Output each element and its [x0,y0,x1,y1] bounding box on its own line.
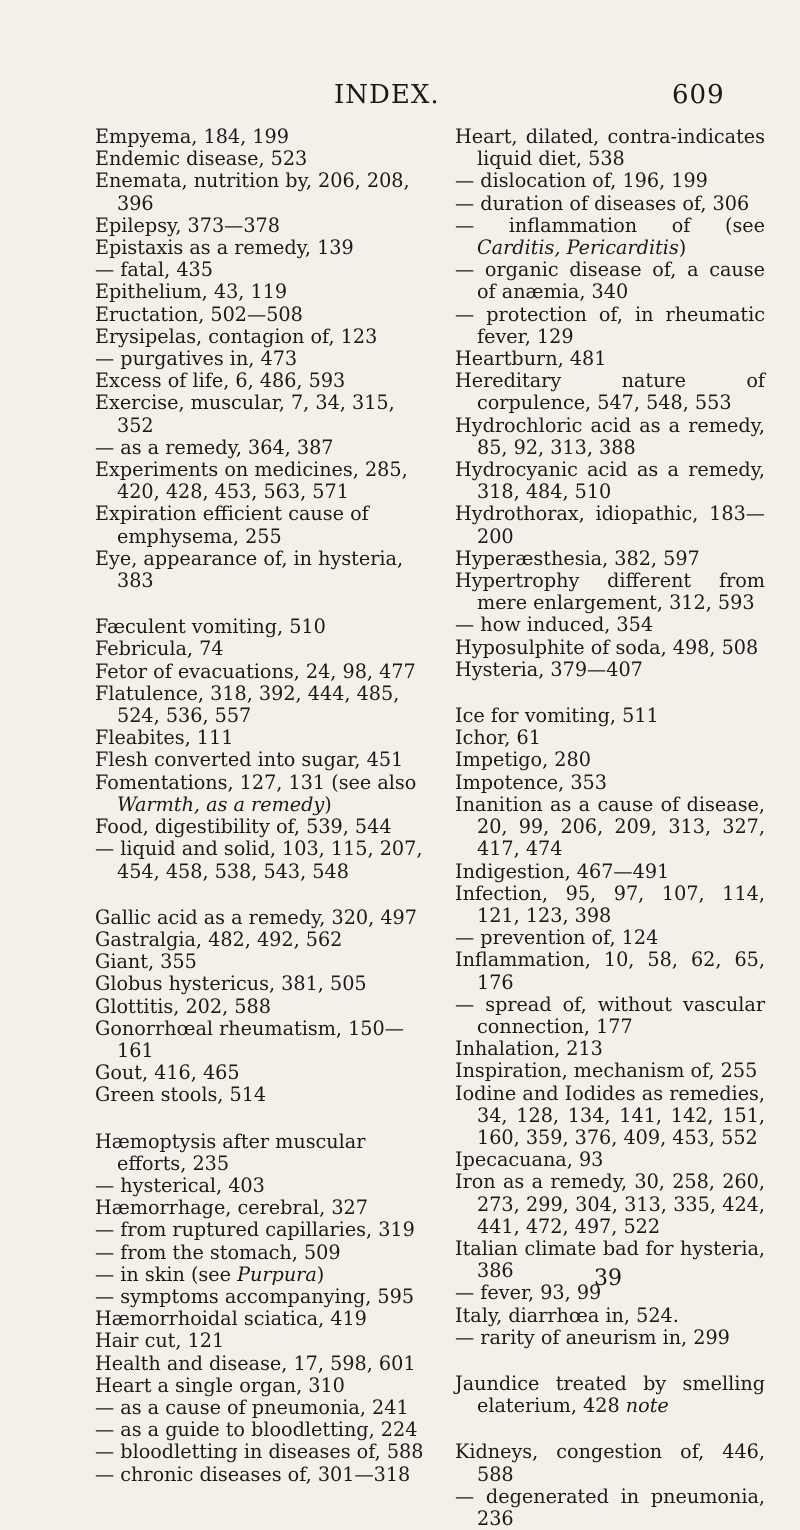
index-entry [95,1308,433,1330]
index-entry [455,1038,765,1060]
index-entry-text: Iodine and Iodides as remedies, 34, 128, 134, 141, 142, 151, 160, 359, 376, 409, 453, 552 [455,1081,765,1149]
index-entry-italic: Carditis, Pericarditis [477,236,679,260]
index-entry-text: Flatulence, 318, 392, 444, 485, 524, 536, 557 [95,681,400,728]
index-entry [95,237,433,259]
index-entry-text: Exercise, muscular, 7, 34, 315, 352 [95,391,395,437]
index-entry-italic: note [625,1394,669,1418]
page-header [0,74,800,114]
index-entry [95,1419,433,1441]
index-entry-text: Green stools, 514 [95,1083,267,1107]
index-entry-text: — in skin (see [95,1262,238,1286]
index-entry [455,570,765,614]
index-entry-text: — chronic diseases of, 301—318 [95,1462,411,1486]
index-entry [95,1286,433,1308]
index-entry-text: Hæmorrhage, cerebral, 327 [95,1196,368,1220]
index-entry [455,659,765,681]
index-entry-text: Fomentations, 127, 131 (see also [95,770,417,794]
index-entry-text: — inflammation of (see [455,213,765,237]
index-entry [455,1305,765,1327]
index-entry-text: Expiration efficient cause of emphysema, 255 [95,502,369,548]
index-entry [95,951,433,973]
index-entry [455,1486,765,1530]
index-entry-text: Hyperæsthesia, 382, 597 [455,546,700,570]
index-entry [95,1062,433,1084]
index-entry [455,1441,765,1485]
index-entry-text: Italian climate bad for hysteria, 386 [455,1236,765,1283]
index-entry [95,348,433,370]
index-entry-text: Infection, 95, 97, 107, 114, 121, 123, 398 [455,881,765,927]
index-entry [95,1464,433,1486]
index-entry [455,749,765,771]
index-entry-text: Hereditary nature of corpulence, 547, 548, 553 [455,369,765,415]
index-entry-text: — protection of, in rheumatic fever, 129 [455,302,765,348]
index-entry [95,1397,433,1419]
index-entry [455,994,765,1038]
index-entry [95,215,433,237]
index-entry-text: Epistaxis as a remedy, 139 [95,236,354,260]
index-entry-text: Gallic acid as a remedy, 320, 497 [95,905,417,929]
index-entry-italic: Warmth, as a remedy [117,792,325,816]
index-entry [95,838,433,882]
index-entry [95,370,433,392]
index-entry-text: Fleabites, 111 [95,726,234,750]
index-entry [455,614,765,636]
index-entry-suffix: ) [316,1262,325,1286]
index-entry-text: Heart a single organ, 310 [95,1373,345,1397]
index-entry-text: Ipecacuana, 93 [455,1148,604,1172]
index-entry [455,259,765,303]
index-entry-text: — prevention of, 124 [455,926,659,950]
index-entry-text: Indigestion, 467—491 [455,859,670,883]
index-entry-text: — as a cause of pneumonia, 241 [95,1395,409,1419]
index-entry-text: Epithelium, 43, 119 [95,280,288,304]
index-entry-text: Inanition as a cause of disease, 20, 99, 206, 209, 313, 327, 417, 474 [455,792,765,861]
index-entry-text: Hydrochloric acid as a remedy, 85, 92, 313, 388 [455,413,765,459]
index-entry [95,973,433,995]
index-entry-text: — liquid and solid, 103, 115, 207, 454, 458, 538, 543, 548 [95,837,423,883]
index-entry [95,661,433,683]
index-entry-text: — spread of, without vascular connection, 177 [455,992,765,1038]
index-entry-text: Inhalation, 213 [455,1037,603,1061]
index-entry-text: — organic disease of, a cause of anæmia, 340 [455,258,765,304]
index-entry [95,1197,433,1219]
index-entry [95,1441,433,1463]
index-entry [455,1083,765,1150]
index-entry-text: — from ruptured capillaries, 319 [95,1218,415,1242]
index-entry-italic: Purpura [237,1262,317,1286]
index-entry [455,861,765,883]
index-entry [455,548,765,570]
index-entry-text: — duration of diseases of, 306 [455,191,750,215]
index-entry-text: — dislocation of, 196, 199 [455,169,708,193]
index-entry [95,907,433,929]
index-entry-text: Febricula, 74 [95,637,224,661]
index-entry [455,1373,765,1417]
index-entry-text: Hair cut, 121 [95,1329,225,1353]
index-entry-text: Hæmoptysis after muscular efforts, 235 [95,1129,366,1175]
index-entry [455,727,765,749]
index-entry [95,1242,433,1264]
index-entry-text: — rarity of aneurism in, 299 [455,1325,730,1349]
index-entry-text: Giant, 355 [95,950,197,974]
index-entry-text: — fatal, 435 [95,258,213,282]
index-entry-text: — purgatives in, 473 [95,347,298,371]
index-entry-suffix: ) [678,236,687,260]
index-entry [455,794,765,861]
index-entry [95,772,433,816]
index-entry-text: Iron as a remedy, 30, 258, 260, 273, 299, 304, 313, 335, 424, 441, 472, 497, 522 [455,1170,765,1238]
index-entry [95,1330,433,1352]
index-entry-text: Endemic disease, 523 [95,147,308,171]
index-entry-text: — hysterical, 403 [95,1173,265,1197]
index-entry-text: Hypertrophy different from mere enlargement, 312, 593 [455,569,765,615]
index-entry [95,503,433,547]
index-entry-text: — as a remedy, 364, 387 [95,435,334,459]
index-entry-text: — as a guide to bloodletting, 224 [95,1418,418,1442]
signature-mark: 39 [594,1266,622,1291]
index-entry-text: Gonorrhœal rheumatism, 150—161 [95,1016,404,1062]
index-entry-text: — fever, 93, 99 [455,1281,602,1305]
index-entry-text: Kidneys, congestion of, 446, 588 [455,1440,765,1486]
index-entry [95,929,433,951]
index-entry [95,392,433,436]
index-entry-text: Ice for vomiting, 511 [455,704,659,728]
index-entry [455,1060,765,1082]
index-entry-text: — degenerated in pneumonia, 236 [455,1484,765,1530]
index-entry [95,996,433,1018]
index-entry [95,437,433,459]
index-entry [455,193,765,215]
index-entry-text: Enemata, nutrition by, 206, 208, 396 [95,169,410,215]
index-entry-text: Fetor of evacuations, 24, 98, 477 [95,659,416,683]
index-entry [95,304,433,326]
index-entry [455,772,765,794]
index-entry [95,1375,433,1397]
index-entry-text: Inflammation, 10, 58, 62, 65, 176 [455,948,765,994]
index-entry [95,126,433,148]
index-entry [455,705,765,727]
index-entry [95,148,433,170]
index-entry [455,949,765,993]
index-entry-text: Health and disease, 17, 598, 601 [95,1351,416,1375]
index-entry [455,1171,765,1238]
index-entry [95,459,433,503]
index-entry-text: Hæmorrhoidal sciatica, 419 [95,1307,367,1331]
index-entry-text: — how induced, 354 [455,613,654,637]
index-entry [95,749,433,771]
index-entry-text: Hyposulphite of soda, 498, 508 [455,635,759,659]
index-entry-text: Heartburn, 481 [455,347,607,371]
index-entry-text: Ichor, 61 [455,726,541,750]
index-entry-text: Hysteria, 379—407 [455,657,643,681]
index-entry [95,727,433,749]
index-entry [455,415,765,459]
index-entry [455,348,765,370]
index-entry [95,816,433,838]
index-entry [95,170,433,214]
index-entry [455,215,765,259]
index-entry [95,1353,433,1375]
index-column-right [455,126,765,1530]
index-entry [95,1084,433,1106]
index-entry-text: Impotence, 353 [455,770,607,794]
index-entry-text: Glottitis, 202, 588 [95,994,271,1018]
page-title: INDEX. [334,80,440,110]
index-entry-text: Hydrothorax, idiopathic, 183—200 [455,502,765,548]
index-entry [95,281,433,303]
index-entry [95,259,433,281]
index-entry [455,304,765,348]
index-entry-text: Epilepsy, 373—378 [95,213,280,237]
index-entry [455,883,765,927]
index-entry-text: Globus hystericus, 381, 505 [95,972,367,996]
index-entry [95,1264,433,1286]
index-entry [455,1327,765,1349]
index-entry [95,326,433,348]
index-entry-text: Eructation, 502—508 [95,302,303,326]
index-entry [455,637,765,659]
index-entry-text: Flesh converted into sugar, 451 [95,748,404,772]
index-entry-text: Erysipelas, contagion of, 123 [95,324,378,348]
index-entry-text: Italy, diarrhœa in, 524. [455,1303,679,1327]
index-entry-text: — symptoms accompanying, 595 [95,1284,415,1308]
index-entry [95,683,433,727]
index-entry-text: Impetigo, 280 [455,748,591,772]
index-entry-text: Gout, 416, 465 [95,1061,240,1085]
index-entry [95,638,433,660]
index-entry-text: Jaundice treated by smelling elaterium, 428 [455,1371,765,1418]
index-entry-text: — from the stomach, 509 [95,1240,341,1264]
index-entry [455,370,765,414]
index-entry-text: Empyema, 184, 199 [95,125,289,148]
index-entry [95,1018,433,1062]
index-entry-text: Fæculent vomiting, 510 [95,615,326,639]
index-entry-text: Gastralgia, 482, 492, 562 [95,927,343,951]
page-number: 609 [672,80,725,110]
index-entry [95,548,433,592]
index-entry [455,927,765,949]
index-entry [455,126,765,170]
index-entry [455,170,765,192]
index-entry-text: Hydrocyanic acid as a remedy, 318, 484, 510 [455,458,765,504]
index-entry [455,503,765,547]
index-entry-suffix: ) [324,792,332,816]
index-entry [95,1219,433,1241]
index-entry-text: Excess of life, 6, 486, 593 [95,369,346,393]
index-entry [95,1131,433,1175]
index-entry-text: — bloodletting in diseases of, 588 [95,1440,424,1464]
index-entry [455,459,765,503]
index-entry-text: Inspiration, mechanism of, 255 [455,1059,758,1083]
index-entry-text: Heart, dilated, contra-indicates liquid diet, 538 [455,125,765,171]
index-entry [95,1175,433,1197]
index-entry-text: Experiments on medicines, 285, 420, 428, 453, 563, 571 [95,458,408,504]
index-entry-text: Food, digestibility of, 539, 544 [95,815,392,839]
index-entry [455,1149,765,1171]
index-entry [95,616,433,638]
index-entry-text: Eye, appearance of, in hysteria, 383 [95,546,404,593]
index-column-left [95,126,433,1486]
